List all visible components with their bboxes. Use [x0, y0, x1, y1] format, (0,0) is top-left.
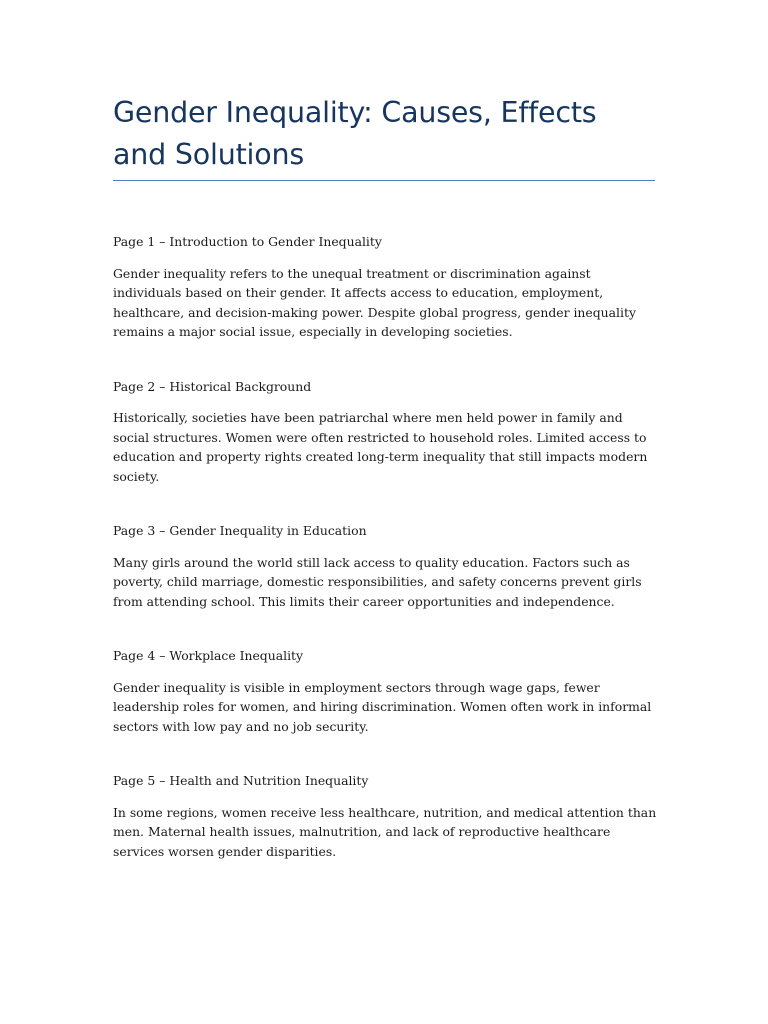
section-heading: Page 2 – Historical Background [113, 378, 312, 394]
section-heading: Page 4 – Workplace Inequality [113, 648, 304, 663]
section-page-1 [113, 232, 658, 342]
section-paragraph: Historically, societies have been patriarchal where men held power in family and social structures. Women were often restricted to household roles. Limited access to education and property rights created long-term inequality that still impacts modern society. [113, 410, 648, 484]
section-paragraph: In some regions, women receive less healthcare, nutrition, and medical attention than men. Maternal health issues, malnutrition, and lack of reproductive healthcare services worsen gender disparities. [113, 804, 657, 859]
section-page-3 [113, 521, 658, 611]
section-heading: Page 1 – Introduction to Gender Inequality [113, 234, 382, 249]
section-heading: Page 3 – Gender Inequality in Education [113, 523, 367, 538]
document-title: Gender Inequality: Causes, Effects and Solutions [113, 96, 597, 171]
section-page-2 [113, 377, 658, 487]
section-page-5 [113, 771, 658, 861]
section-paragraph: Gender inequality is visible in employment sectors through wage gaps, fewer leadership roles for women, and hiring discrimination. Women often work in informal sectors with low pay and no job security. [113, 679, 652, 734]
title-underline [113, 180, 655, 181]
document-body [113, 232, 658, 861]
section-paragraph: Many girls around the world still lack access to quality education. Factors such as poverty, child marriage, domestic responsibilities, and safety concerns prevent girls from attending school. This limits their career opportunities and independence. [113, 554, 642, 609]
section-paragraph: Gender inequality refers to the unequal treatment or discrimination against individuals based on their gender. It affects access to education, employment, healthcare, and decision-making power. Despite global progress, gender inequality remains a major social issue, especially in developing societies. [113, 265, 636, 339]
section-page-4 [113, 646, 658, 736]
section-heading: Page 5 – Health and Nutrition Inequality [113, 773, 369, 788]
